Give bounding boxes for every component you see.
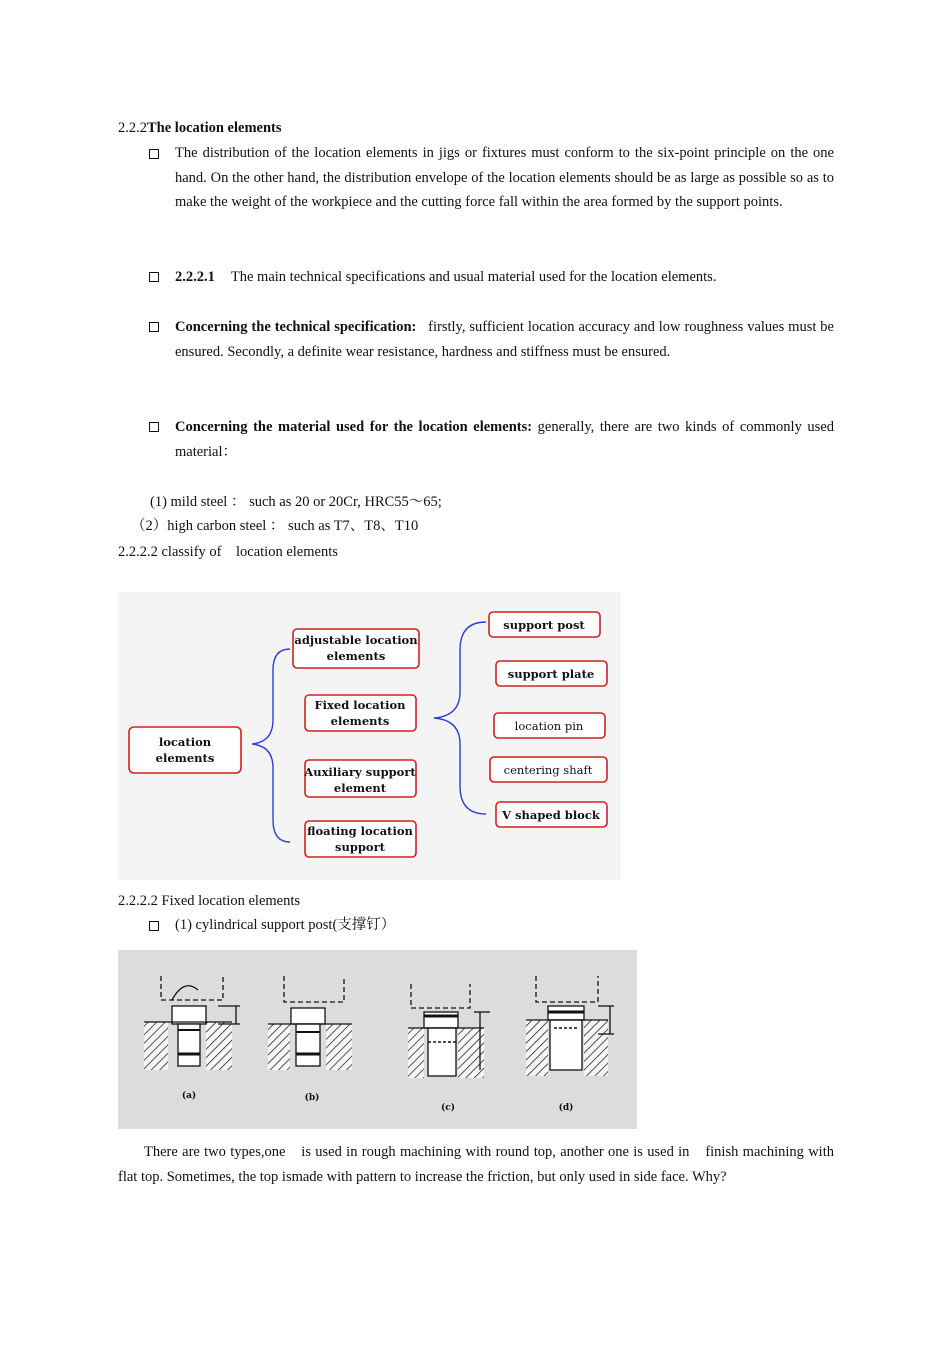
node-centering-shaft-label: centering shaft — [503, 763, 593, 777]
node-auxiliary-line2: element — [333, 781, 387, 795]
subsection-number: 2.2.2.1 — [175, 269, 215, 285]
bullet-text: firstly, sufficient location accuracy and low roughness values must be ensured. Secondly, a definite wear resistance, hardness and stiffness must be ensured. — [175, 319, 834, 360]
node-floating-line2: support — [335, 840, 385, 854]
classification-diagram — [118, 592, 621, 880]
node-floating-line1: floating location — [307, 824, 413, 838]
bullet-material — [175, 415, 834, 464]
classify-heading: 2.2.2.2 classify of location elements — [118, 544, 338, 560]
section-number: 2.2.2 — [118, 120, 147, 136]
node-adjustable-line1: adjustable location — [294, 633, 418, 647]
checkbox-bullet-icon — [149, 921, 159, 931]
node-root — [129, 727, 241, 773]
figure-b — [268, 976, 352, 1070]
node-support-plate-label: support plate — [507, 667, 595, 681]
bullet-cylindrical-support-post: (1) cylindrical support post(支撑钉） — [175, 917, 396, 933]
material-mild-steel: (1) mild steel ： such as 20 or 20Cr, HRC55～65; — [150, 494, 442, 510]
bullet-lead: Concerning the technical specification: — [175, 319, 417, 335]
section-title: The location elements — [147, 120, 282, 136]
node-adjustable-line2: elements — [326, 649, 386, 663]
node-support-post-label: support post — [503, 618, 585, 632]
node-root-line2: elements — [155, 751, 215, 765]
node-root-line1: location — [158, 735, 212, 749]
bullet-paragraph-distribution: The distribution of the location elements in jigs or fixtures must conform to the six-point principle on the one hand. On the other hand, the distribution envelope of the location elements should be as large as possible so as to make the weight of the workpiece and the cutting force fall within the area formed by the support points. — [175, 145, 834, 210]
figure-label-d: (d) — [558, 1103, 574, 1113]
bullet-technical-specification — [175, 315, 834, 364]
bullet-text: generally, there are two kinds of commonly used material： — [175, 419, 835, 460]
checkbox-bullet-icon — [149, 322, 159, 332]
section-heading — [118, 116, 282, 141]
bullet-lead: Concerning the material used for the location elements: — [175, 419, 533, 435]
material-high-carbon-steel: （2）high carbon steel ： such as T7、T8、T10 — [131, 518, 419, 534]
bullet-specifications — [175, 265, 716, 290]
closing-paragraph: There are two types,one is used in rough machining with round top, another one is used in finish machining with flat top. Sometimes, the top ismade with pattern to increase the friction, but only used in side face. Why? — [118, 1144, 834, 1185]
checkbox-bullet-icon — [149, 422, 159, 432]
node-fixed-line1: Fixed location — [314, 698, 406, 712]
figure-label-b: (b) — [304, 1093, 320, 1103]
subsection-text: The main technical specifications and usual material used for the location elements. — [230, 269, 717, 285]
checkbox-bullet-icon — [149, 149, 159, 159]
fixed-heading: 2.2.2.2 Fixed location elements — [118, 893, 301, 909]
checkbox-bullet-icon — [149, 272, 159, 282]
figure-c — [408, 984, 490, 1078]
node-v-block-label: V shaped block — [502, 808, 600, 822]
support-post-figure — [118, 950, 637, 1129]
node-auxiliary-line1: Auxiliary support — [304, 765, 416, 779]
node-fixed-line2: elements — [330, 714, 390, 728]
figure-d — [526, 976, 614, 1076]
figure-label-c: (c) — [441, 1103, 455, 1113]
figure-label-a: (a) — [181, 1091, 197, 1101]
figure-a — [144, 976, 240, 1070]
node-location-pin-label: location pin — [514, 719, 584, 733]
